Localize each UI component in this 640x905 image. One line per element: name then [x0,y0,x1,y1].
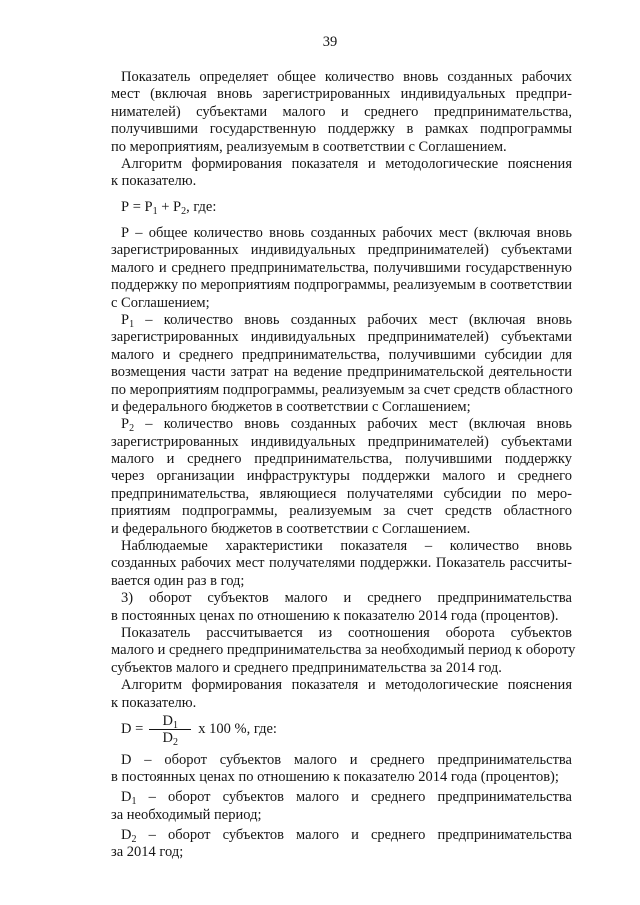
text-line: через организации инфраструктуры поддержки малого и среднего [111,468,572,485]
text-fragment: – оборот субъектов малого и среднего предпринимательства [136,826,572,843]
text-line: нимателей) субъектами малого и среднего предпринимательства, [111,103,572,120]
formula-line [111,199,572,216]
text-line: Наблюдаемые характеристики показателя – количество вновь [121,538,572,555]
text-line: к показателю. [111,173,197,190]
text-line: возмещения части затрат на ведение предпринимательской деятельности [111,364,572,381]
text-line: предпринимательства, являющиеся получателями субсидии по меро- [111,485,572,502]
fraction-numerator [149,714,191,730]
text-line: зарегистрированных индивидуальных предпринимателей) субъектами [111,242,572,259]
fraction-denominator [149,730,191,746]
text-line: приятиям подпрограммы, реализуемым за счет средств областного [111,503,572,520]
text-line [111,789,572,806]
text-block-definitions [111,225,576,712]
text-line: и федерального бюджетов в соответствии с Соглашением. [111,520,471,537]
subscript: 2 [131,833,137,845]
symbol: D [162,713,174,729]
text-line: в постоянных ценах по отношению к показателю 2014 года (процентов); [111,769,559,786]
text-line: созданных рабочих мест получателями поддержки. Показатель рассчиты- [111,555,572,572]
paragraph-calculation [111,624,576,677]
text-line: 3) оборот субъектов малого и среднего предпринимательства [121,590,572,607]
symbol: D [121,826,132,843]
paragraph-intro [111,69,572,156]
text-line: Алгоритм формирования показателя и методологические пояснения [121,155,572,172]
text-line: за необходимый период; [111,806,262,823]
text-line: к показателю. [111,694,197,711]
symbol: Р [121,311,130,328]
paragraph-def-p1 [111,312,572,416]
text-line: Показатель рассчитывается из соотношения оборота субъектов [121,624,572,641]
text-fragment: – количество вновь созданных рабочих мест (включая вновь [134,311,572,328]
paragraph-algorithm-note [111,677,572,712]
text-line: малого и среднего предпринимательства, получившими поддержку [111,451,572,468]
text-block-d-definitions [111,752,572,862]
text-line: по мероприятиям подпрограммы, реализуемым за счет средств областного [111,381,573,398]
formula-p [111,199,572,216]
paragraph-def-d2 [111,827,572,862]
text-line: зарегистрированных индивидуальных предпринимателей) субъектами [111,329,572,346]
formula-text: x 100 %, где: [198,721,277,738]
text-line: с Соглашением; [111,294,210,311]
paragraph-algorithm-note [111,156,572,191]
paragraph-def-d [111,752,572,787]
paragraph-def-p2 [111,416,572,538]
text-line: малого и среднего предпринимательства, получившими субсидии для [111,346,572,363]
text-line: Р – общее количество вновь созданных рабочих мест (включая вновь [121,225,572,241]
subscript: 1 [152,206,158,217]
text-block-intro [111,69,572,191]
formula-text: D = [121,721,144,738]
text-line: в постоянных ценах по отношению к показателю 2014 года (процентов). [111,607,559,624]
text-line: малого и среднего предпринимательства за необходимый период к обороту [111,642,576,659]
text-fragment: – оборот субъектов малого и среднего предпринимательства [136,789,572,806]
text-line: зарегистрированных индивидуальных предпринимателей) субъектами [111,433,572,450]
formula-text: + Р [157,199,182,215]
paragraph-def-d1 [111,789,572,824]
text-line: малого и среднего предпринимательства, получившими государственную [111,259,572,276]
text-line: за 2014 год; [111,844,184,861]
formula-text: Р = Р [121,199,153,215]
subscript: 2 [181,206,187,217]
paragraph-item-3 [111,590,572,625]
text-line: Показатель определяет общее количество вновь созданных рабочих [121,69,572,85]
text-line [111,416,572,433]
subscript: 2 [129,423,135,435]
formula-text: , где: [186,199,217,215]
subscript: 1 [129,318,135,330]
text-line: вается один раз в год; [111,572,245,589]
text-line: субъектов малого и среднего предпринимательства за 2014 год. [111,659,502,676]
symbol: Р [121,416,130,433]
text-fragment: – количество вновь созданных рабочих мест (включая вновь [134,416,572,433]
fraction [149,714,191,746]
text-line: получившими государственную поддержку в рамках подпрограммы [111,121,572,138]
text-line: по мероприятиям, реализуемым в соответствии с Соглашением. [111,138,507,155]
text-line: мест (включая вновь зарегистрированных индивидуальных предпри- [111,86,572,103]
text-line: Алгоритм формирования показателя и методологические пояснения [121,677,572,694]
paragraph-observed [111,538,572,590]
formula-d [121,712,277,748]
page-number: 39 [322,34,338,50]
subscript: 1 [173,720,179,731]
subscript: 1 [131,796,137,808]
text-line [111,312,572,329]
text-line: поддержку по мероприятиям подпрограммы, реализуемым в соответствии [111,277,572,294]
symbol: D [162,730,174,746]
text-line: D – оборот субъектов малого и среднего предпринимательства [121,752,572,768]
subscript: 2 [173,737,179,748]
text-line [111,827,572,844]
text-line: и федерального бюджетов в соответствии с Соглашением; [111,398,471,415]
symbol: D [121,789,132,806]
paragraph-def-p [111,225,572,312]
